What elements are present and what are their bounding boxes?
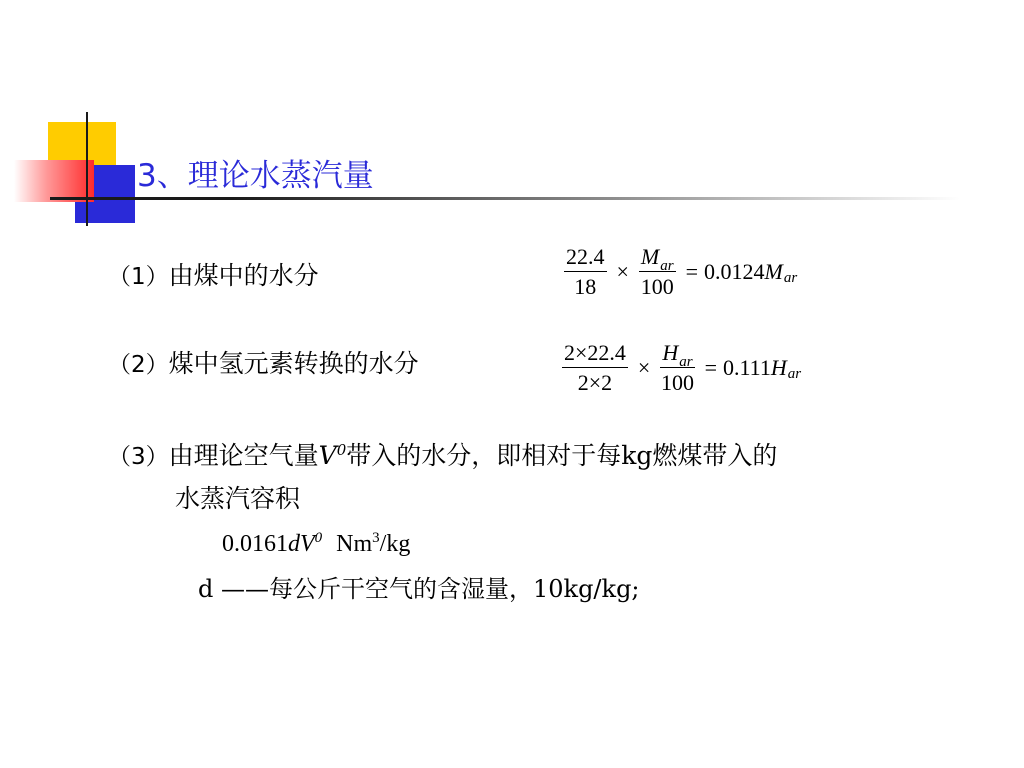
formula-unit-a: Nm [336,531,373,557]
eq1-times: × [616,259,629,284]
eq1-denominator-2: 100 [640,274,674,299]
eq2-sub: ar [679,354,693,370]
eq1-fraction-2 [639,246,676,298]
item-3 [108,443,777,469]
eq1-equals: = [685,259,699,284]
eq1-result-sub: ar [783,269,798,286]
decor-red-gradient-bar [14,160,94,202]
item-3-text-b: 带入的水分，即相对于每kg燃煤带入的 [346,441,778,470]
eq2-times: × [637,355,651,380]
eq2-fraction-2 [660,342,694,394]
item-1-number: （1） [108,264,169,290]
formula-sup: 0 [314,530,323,546]
vapor-volume-formula [222,532,410,556]
humidity-note: d ——每公斤干空气的含湿量，10kg/kg; [198,575,640,603]
eq2-result-var: H [770,355,787,380]
item-3-sup: 0 [336,441,347,459]
eq2-denominator-1: 2×2 [577,370,613,395]
item-3-var: V [318,441,337,470]
equation-1 [560,246,797,298]
eq2-denominator-2: 100 [660,370,694,395]
formula-var: dV [288,531,315,557]
eq2-numerator-1: 2×22.4 [562,342,628,368]
eq2-fraction-1 [562,342,628,394]
equation-2 [558,342,801,394]
item-3-number: （3） [108,444,169,470]
item-1 [108,263,319,289]
decor-vertical-line [86,112,88,226]
title-underline [50,197,960,200]
eq1-numerator-1: 22.4 [564,246,607,272]
formula-coefficient: 0.0161 [222,531,288,557]
eq2-coefficient: 0.111 [723,355,771,380]
eq1-denominator-1: 18 [574,274,597,299]
item-2-text: 煤中氢元素转换的水分 [168,349,419,378]
formula-unit-b: /kg [379,531,411,557]
eq1-result-var: M [764,259,783,284]
slide-title: 3、理论水蒸汽量 [137,158,374,194]
eq1-numerator-2 [639,246,676,272]
item-3-text-a: 由理论空气量 [168,441,319,470]
eq1-sub: ar [660,258,674,274]
eq2-result-sub: ar [787,365,802,382]
eq2-numerator-2 [660,342,694,368]
item-3-continued: 水蒸汽容积 [175,484,301,513]
eq2-var: H [662,340,679,365]
eq2-equals: = [704,355,717,380]
item-2-number: （2） [108,352,169,378]
eq1-coefficient: 0.0124 [704,259,765,284]
formula-unit-sup: 3 [372,530,380,546]
item-2 [108,351,419,377]
eq1-fraction-1 [564,246,607,298]
item-1-text: 由煤中的水分 [168,261,319,290]
eq1-var: M [640,244,660,269]
